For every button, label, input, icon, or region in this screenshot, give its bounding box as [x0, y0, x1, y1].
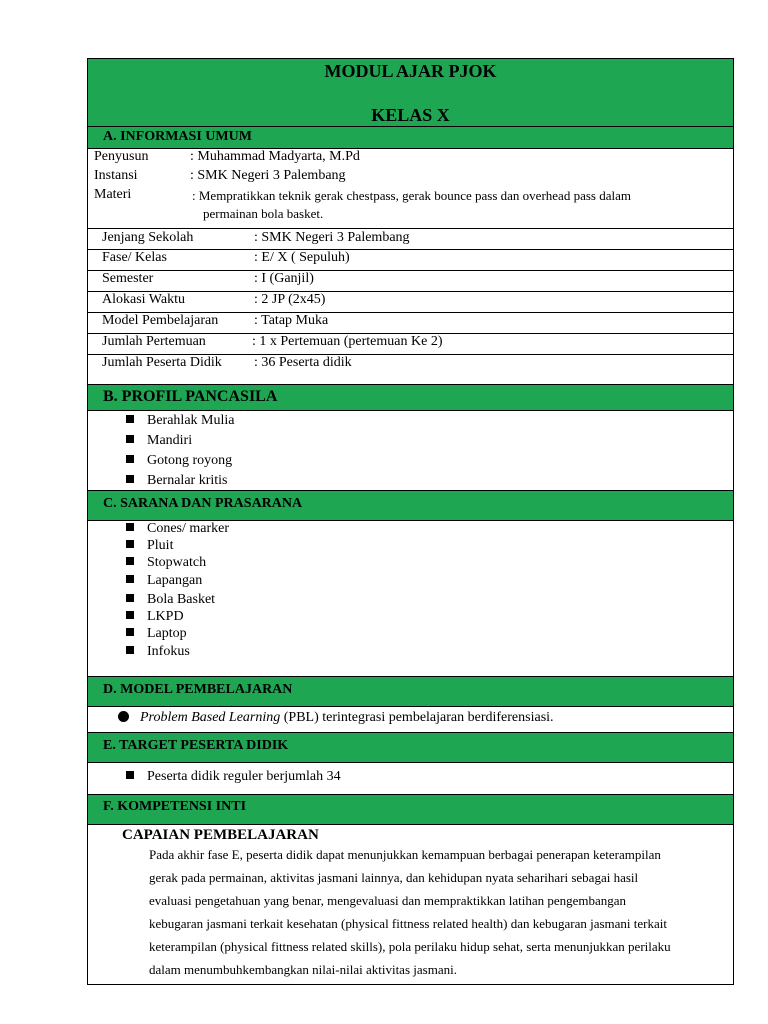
detail-value: : 36 Peserta didik	[254, 355, 352, 370]
list-item: Lapangan	[126, 573, 202, 589]
square-bullet-icon	[126, 415, 134, 423]
square-bullet-icon	[126, 771, 134, 779]
list-item: Peserta didik reguler berjumlah 34	[126, 769, 341, 785]
section-e-header	[88, 733, 733, 763]
detail-label: Semester	[102, 271, 154, 286]
detail-label: Model Pembelajaran	[102, 313, 219, 328]
square-bullet-icon	[126, 646, 134, 654]
instansi-value: : SMK Negeri 3 Palembang	[190, 168, 346, 183]
penyusun-value: : Muhammad Madyarta, M.Pd	[190, 149, 360, 164]
model-name: Problem Based Learning	[140, 710, 281, 725]
section-a-title: A. INFORMASI UMUM	[103, 129, 252, 144]
detail-value: : 1 x Pertemuan (pertemuan Ke 2)	[252, 334, 443, 349]
detail-label: Jumlah Peserta Didik	[102, 355, 222, 370]
section-a-identity	[88, 149, 733, 229]
model-description: (PBL) terintegrasi pembelajaran berdiferensiasi.	[280, 710, 554, 725]
detail-label: Jumlah Pertemuan	[102, 334, 206, 349]
square-bullet-icon	[126, 557, 134, 565]
square-bullet-icon	[126, 575, 134, 583]
square-bullet-icon	[126, 540, 134, 548]
detail-value: : Tatap Muka	[254, 313, 329, 328]
paragraph-line: keterampilan (physical fittness related skills), pola perilaku hidup sehat, serta menunjukkan perilaku	[149, 939, 671, 954]
round-bullet-icon	[118, 711, 129, 722]
list-item: Laptop	[126, 626, 187, 642]
materi-value-line1: : Mempratikkan teknik gerak chestpass, gerak bounce pass dan overhead pass dalam	[192, 188, 631, 203]
lesson-module-document	[87, 58, 734, 985]
list-item: Bola Basket	[126, 592, 215, 608]
paragraph-line: kebugaran jasmani terkait kesehatan (physical fittness related health) dan kebugaran jasmani terkait	[149, 916, 667, 931]
row-divider	[88, 270, 733, 271]
square-bullet-icon	[126, 523, 134, 531]
capaian-heading: CAPAIAN PEMBELAJARAN	[122, 827, 319, 843]
detail-value: : SMK Negeri 3 Palembang	[254, 230, 410, 245]
row-divider	[88, 249, 733, 250]
detail-value: : 2 JP (2x45)	[254, 292, 326, 307]
square-bullet-icon	[126, 455, 134, 463]
paragraph-line: dalam menumbuhkembangkan nilai-nilai aktivitas jasmani.	[149, 962, 457, 977]
materi-value-line2: permainan bola basket.	[203, 206, 324, 221]
paragraph-line: evaluasi pengetahuan yang benar, mengevaluasi dan mempraktikkan latihan pengembangan	[149, 893, 627, 908]
instansi-label: Instansi	[94, 168, 138, 183]
square-bullet-icon	[126, 594, 134, 602]
section-b-title: B. PROFIL PANCASILA	[103, 388, 278, 405]
paragraph-line: Pada akhir fase E, peserta didik dapat menunjukkan kemampuan berbagai penerapan keterampilan	[149, 847, 661, 862]
section-f-header	[88, 795, 733, 825]
square-bullet-icon	[126, 611, 134, 619]
detail-label: Alokasi Waktu	[102, 292, 185, 307]
materi-label: Materi	[94, 187, 132, 202]
list-item: Infokus	[126, 644, 190, 660]
list-item: Gotong royong	[126, 453, 232, 469]
section-b-header	[88, 385, 733, 411]
list-item: Stopwatch	[126, 555, 206, 571]
section-a-header	[88, 127, 733, 149]
document-title: MODUL AJAR PJOK	[324, 61, 497, 81]
list-item: Bernalar kritis	[126, 473, 227, 489]
list-item: Cones/ marker	[126, 521, 229, 537]
square-bullet-icon	[126, 475, 134, 483]
square-bullet-icon	[126, 628, 134, 636]
section-c-body	[88, 521, 733, 677]
paragraph-line: gerak pada permainan, aktivitas jasmani lainnya, dan kehidupan nyata seharihari sebagai hasil	[149, 870, 639, 885]
section-f-body	[88, 825, 733, 986]
section-d-body	[88, 707, 733, 733]
section-c-title: C. SARANA DAN PRASARANA	[103, 496, 303, 511]
section-b-body	[88, 411, 733, 491]
detail-value: : I (Ganjil)	[254, 271, 314, 286]
detail-label: Jenjang Sekolah	[102, 230, 194, 245]
section-f-title: F. KOMPETENSI INTI	[103, 799, 247, 814]
list-item	[118, 710, 554, 726]
section-e-body	[88, 763, 733, 795]
list-item: Mandiri	[126, 433, 192, 449]
detail-label: Fase/ Kelas	[102, 250, 167, 265]
section-e-title: E. TARGET PESERTA DIDIK	[103, 738, 289, 753]
document-subtitle: KELAS X	[371, 105, 450, 125]
title-block	[88, 59, 733, 127]
list-item: Pluit	[126, 538, 173, 554]
section-c-header	[88, 491, 733, 521]
list-item: LKPD	[126, 609, 184, 625]
square-bullet-icon	[126, 435, 134, 443]
section-a-details	[88, 229, 733, 385]
list-item: Berahlak Mulia	[126, 413, 234, 429]
section-d-title: D. MODEL PEMBELAJARAN	[103, 682, 293, 697]
detail-value: : E/ X ( Sepuluh)	[254, 250, 350, 265]
section-d-header	[88, 677, 733, 707]
penyusun-label: Penyusun	[94, 149, 149, 164]
